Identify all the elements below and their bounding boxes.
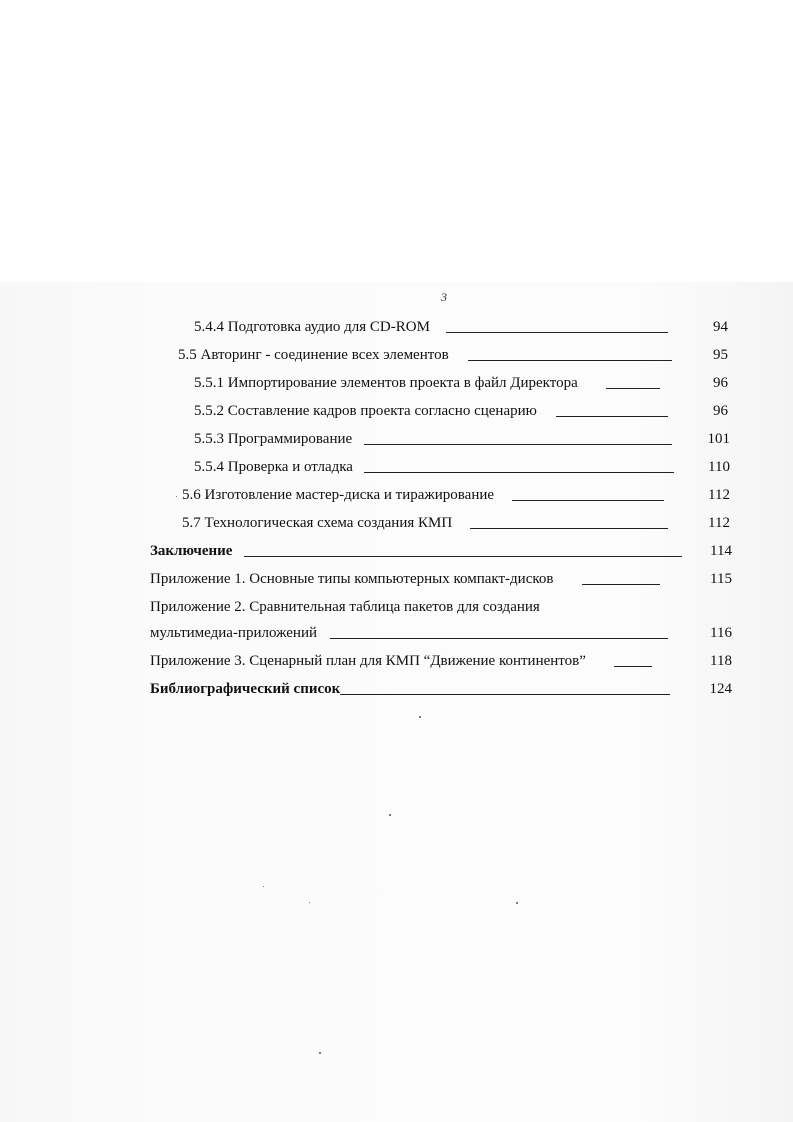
toc-entry-page: 94 — [713, 319, 728, 335]
leader-line — [468, 360, 672, 361]
scan-speck — [309, 902, 310, 903]
toc-entry-5-5-3 — [194, 428, 734, 450]
toc-entry-appendix-3 — [150, 650, 734, 672]
toc-entry-page: 118 — [710, 653, 732, 669]
toc-entry-page: 101 — [707, 431, 730, 447]
toc-entry-5-5-1 — [194, 372, 734, 394]
toc-entry-5-5-2 — [194, 400, 734, 422]
leader-line — [364, 472, 674, 473]
toc-entry-label: мультимедиа-приложений — [150, 625, 318, 641]
toc-entry-page: 110 — [708, 459, 730, 475]
page-number: 3 — [441, 290, 447, 304]
toc-entry-page: 124 — [709, 681, 732, 697]
toc-entry-label: 5.6 Изготовление мастер-диска и тиражирование — [182, 487, 495, 503]
toc-entry-5-5 — [178, 344, 734, 366]
leader-line — [340, 694, 670, 695]
toc-entry-5-7 — [182, 512, 734, 534]
toc-entry-page: 116 — [710, 625, 732, 641]
toc-entry-label: 5.5 Авторинг - соединение всех элементов — [178, 347, 449, 363]
toc-entry-label: 5.5.3 Программирование — [194, 431, 353, 447]
toc-entry-label: 5.7 Технологическая схема создания КМП — [182, 515, 453, 531]
scan-speck — [516, 902, 518, 904]
toc-entry-5-6 — [182, 484, 734, 506]
scan-speck — [389, 814, 391, 816]
toc-entry-appendix-2 — [150, 596, 734, 618]
toc-entry-5-5-4 — [194, 456, 734, 478]
leader-line — [512, 500, 664, 501]
toc-entry-label: Приложение 2. Сравнительная таблица пакетов для создания — [150, 599, 540, 615]
scan-speck — [263, 886, 264, 887]
leader-line — [446, 332, 668, 333]
toc-entry-appendix-1 — [150, 568, 734, 590]
leader-line — [582, 584, 660, 585]
toc-entry-label: Приложение 3. Сценарный план для КМП “Движение континентов” — [150, 653, 586, 669]
toc-entry-label: Библиографический список — [150, 681, 341, 697]
leader-line — [364, 444, 672, 445]
toc-entry-page: 96 — [713, 403, 728, 419]
toc-entry-page: 112 — [708, 487, 730, 503]
leader-line — [614, 666, 652, 667]
toc-entry-5-4-4 — [194, 316, 734, 338]
toc-entry-page: 95 — [713, 347, 728, 363]
toc-entry-label: 5.5.4 Проверка и отладка — [194, 459, 353, 475]
scan-speck — [319, 1052, 321, 1054]
leader-line — [470, 528, 668, 529]
toc-entry-page: 114 — [710, 543, 732, 559]
leader-line — [330, 638, 668, 639]
toc-entry-bibliography — [150, 678, 734, 700]
scan-speck — [419, 716, 421, 718]
toc-entry-label: Приложение 1. Основные типы компьютерных компакт-дисков — [150, 571, 554, 587]
scan-speck — [176, 496, 177, 497]
toc-entry-label: 5.5.1 Импортирование элементов проекта в файл Директора — [194, 375, 578, 391]
toc-entry-conclusion — [150, 540, 734, 562]
toc-entry-label: Заключение — [150, 543, 233, 559]
leader-line — [556, 416, 668, 417]
toc-entry-label: 5.5.2 Составление кадров проекта согласно сценарию — [194, 403, 537, 419]
toc-entry-label: 5.4.4 Подготовка аудио для CD-ROM — [194, 319, 430, 335]
toc-entry-appendix-2-cont — [150, 622, 734, 644]
toc-entry-page: 115 — [710, 571, 732, 587]
toc-entry-page: 112 — [708, 515, 730, 531]
leader-line — [606, 388, 660, 389]
leader-line — [244, 556, 682, 557]
toc-entry-page: 96 — [713, 375, 728, 391]
